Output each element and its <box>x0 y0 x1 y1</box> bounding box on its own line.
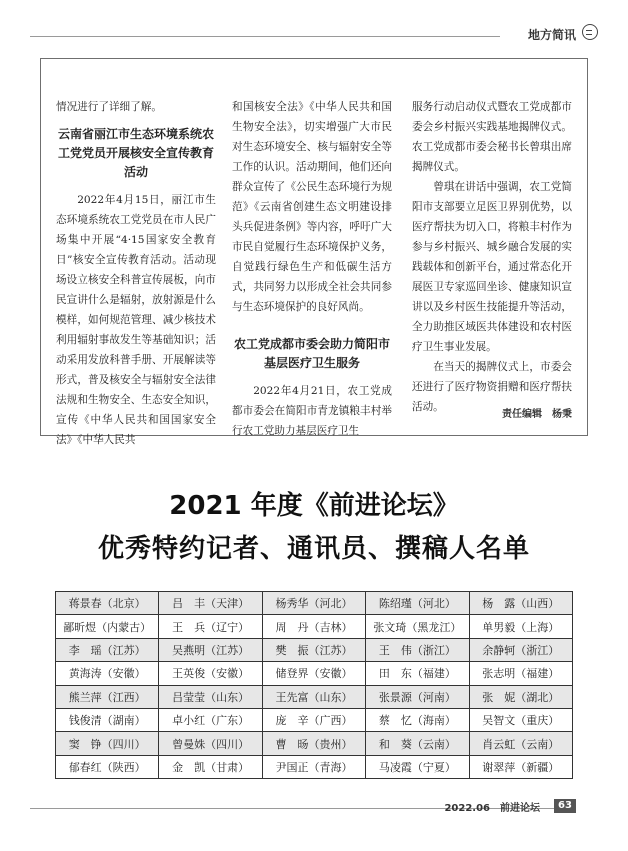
section-label: 地方简讯 <box>527 28 576 42</box>
roster-cell: 储登界（安徽） <box>262 662 365 685</box>
issue-label: 2022.06 前进论坛 <box>444 803 540 814</box>
roster-cell: 卓小红（广东） <box>159 708 262 731</box>
magazine-logo-icon <box>582 24 598 40</box>
roster-cell: 陈绍瑾（河北） <box>366 592 469 615</box>
roster-cell: 张 妮（湖北） <box>469 685 572 708</box>
roster-row <box>56 615 573 638</box>
roster-cell: 李 瑶（江苏） <box>56 638 159 661</box>
article-body: 和国核安全法》《中华人民共和国生物安全法》，切实增强广大市民对生态环境安全、核与辐射安全等工作的认识。活动期间，他们还向群众宣传了《公民生态环境行为规范》《云南省创建生态文明建设排头兵促进条例》等内容，呼吁广大市民自觉履行生态环境保护义务，自觉践行绿色生产和低碳生活方式，共同努力以形成全社会共同参与生态环境保护的良好风尚。 <box>232 101 392 313</box>
roster-cell: 张文琦（黑龙江） <box>366 615 469 638</box>
news-column-2 <box>232 97 392 441</box>
roster-cell: 钱俊清（湖南） <box>56 708 159 731</box>
responsible-editor: 责任编辑 杨秉 <box>502 409 572 420</box>
roster-cell: 马凌霞（宁夏） <box>366 755 469 778</box>
roster-cell: 张志明（福建） <box>469 662 572 685</box>
news-column-1 <box>56 97 216 450</box>
page-number: 63 <box>554 799 576 813</box>
roster-cell: 杨秀华（河北） <box>262 592 365 615</box>
roster-cell: 金 凯（甘肃） <box>159 755 262 778</box>
roster-cell: 樊 振（江苏） <box>262 638 365 661</box>
roster-cell: 庞 辛（广西） <box>262 708 365 731</box>
roster-cell: 鄙昕煜（内蒙古） <box>56 615 159 638</box>
roster-cell: 肖云虹（云南） <box>469 732 572 755</box>
article-body: 2022年4月15日，丽江市生态环境系统农工党党员在市人民广场集中开展“4·15国家安全教育日”核安全宣传教育活动。活动现场设立核安全科普宣传展板，向市民宣讲什么是辐射，放射源是什么模样，如何规范管理、减少核技术利用辐射事故发生等基础知识；活动采用发放科普手册、开展解读等形式，普及核安全与辐射安全法律法规和生物安全、生态安全知识，宣传《中华人民共和国国家安全法》《中华人民共 <box>56 194 216 446</box>
roster-cell: 曹 旸（贵州） <box>262 732 365 755</box>
roster-cell: 吕 丰（天津） <box>159 592 262 615</box>
article-body: 服务行动启动仪式暨农工党成都市委会乡村振兴实践基地揭牌仪式。农工党成都市委会秘书长曾琪出席揭牌仪式。 <box>412 101 572 173</box>
roster-cell: 杨 露（山西） <box>469 592 572 615</box>
roster-cell: 王先富（山东） <box>262 685 365 708</box>
continued-text: 情况进行了详细了解。 <box>56 101 162 113</box>
roster-row <box>56 638 573 661</box>
roster-cell: 周 丹（吉林） <box>262 615 365 638</box>
header-rule <box>30 36 500 37</box>
roster-cell: 曾曼姝（四川） <box>159 732 262 755</box>
roster-cell: 吴燕明（江苏） <box>159 638 262 661</box>
roster-cell: 黄海涛（安徽） <box>56 662 159 685</box>
list-title: 2021 年度《前进论坛》 <box>169 491 459 521</box>
roster-cell: 和 葵（云南） <box>366 732 469 755</box>
roster-cell: 余静轲（浙江） <box>469 638 572 661</box>
roster-row <box>56 592 573 615</box>
news-column-3 <box>412 97 572 417</box>
roster-row <box>56 685 573 708</box>
roster-cell: 窦 铮（四川） <box>56 732 159 755</box>
roster-cell: 吴智文（重庆） <box>469 708 572 731</box>
roster-row <box>56 755 573 778</box>
article-headline: 云南省丽江市生态环境系统农工党党员开展核安全宣传教育活动 <box>57 127 214 179</box>
roster-row <box>56 708 573 731</box>
honor-roster-table <box>55 591 573 779</box>
roster-cell: 王 兵（辽宁） <box>159 615 262 638</box>
roster-cell: 谢翠萍（新疆） <box>469 755 572 778</box>
page-header <box>0 0 628 46</box>
roster-cell: 蒋景春（北京） <box>56 592 159 615</box>
roster-cell: 吕莹莹（山东） <box>159 685 262 708</box>
article-headline: 农工党成都市委会助力简阳市基层医疗卫生服务 <box>233 337 390 370</box>
roster-cell: 田 东（福建） <box>366 662 469 685</box>
roster-cell: 郁春红（陕西） <box>56 755 159 778</box>
roster-cell: 王英俊（安徽） <box>159 662 262 685</box>
roster-cell: 蔡 忆（海南） <box>366 708 469 731</box>
list-subtitle: 优秀特约记者、通讯员、撰稿人名单 <box>97 534 530 564</box>
roster-cell: 熊兰萍（江西） <box>56 685 159 708</box>
roster-row <box>56 732 573 755</box>
roster-row <box>56 662 573 685</box>
article-body: 在当天的揭牌仪式上，市委会还进行了医疗物资捐赠和医疗帮扶活动。 <box>412 361 572 413</box>
roster-cell: 尹国正（青海） <box>262 755 365 778</box>
article-body: 2022年4月21日，农工党成都市委会在简阳市青龙镇粮丰村举行农工党助力基层医疗卫生 <box>232 385 392 437</box>
roster-cell: 王 伟（浙江） <box>366 638 469 661</box>
roster-cell: 单男毅（上海） <box>469 615 572 638</box>
roster-cell: 张景源（河南） <box>366 685 469 708</box>
article-body: 曾琪在讲话中强调，农工党简阳市支部要立足医卫界别优势，以医疗帮扶为切入口，将粮丰村作为参与乡村振兴、城乡融合发展的实践载体和创新平台，通过常态化开展医卫专家巡回坐诊、健康知识宣讲以及乡村医生技能提升等活动，全力助推区域医共体建设和农村医疗卫生事业发展。 <box>412 181 572 353</box>
